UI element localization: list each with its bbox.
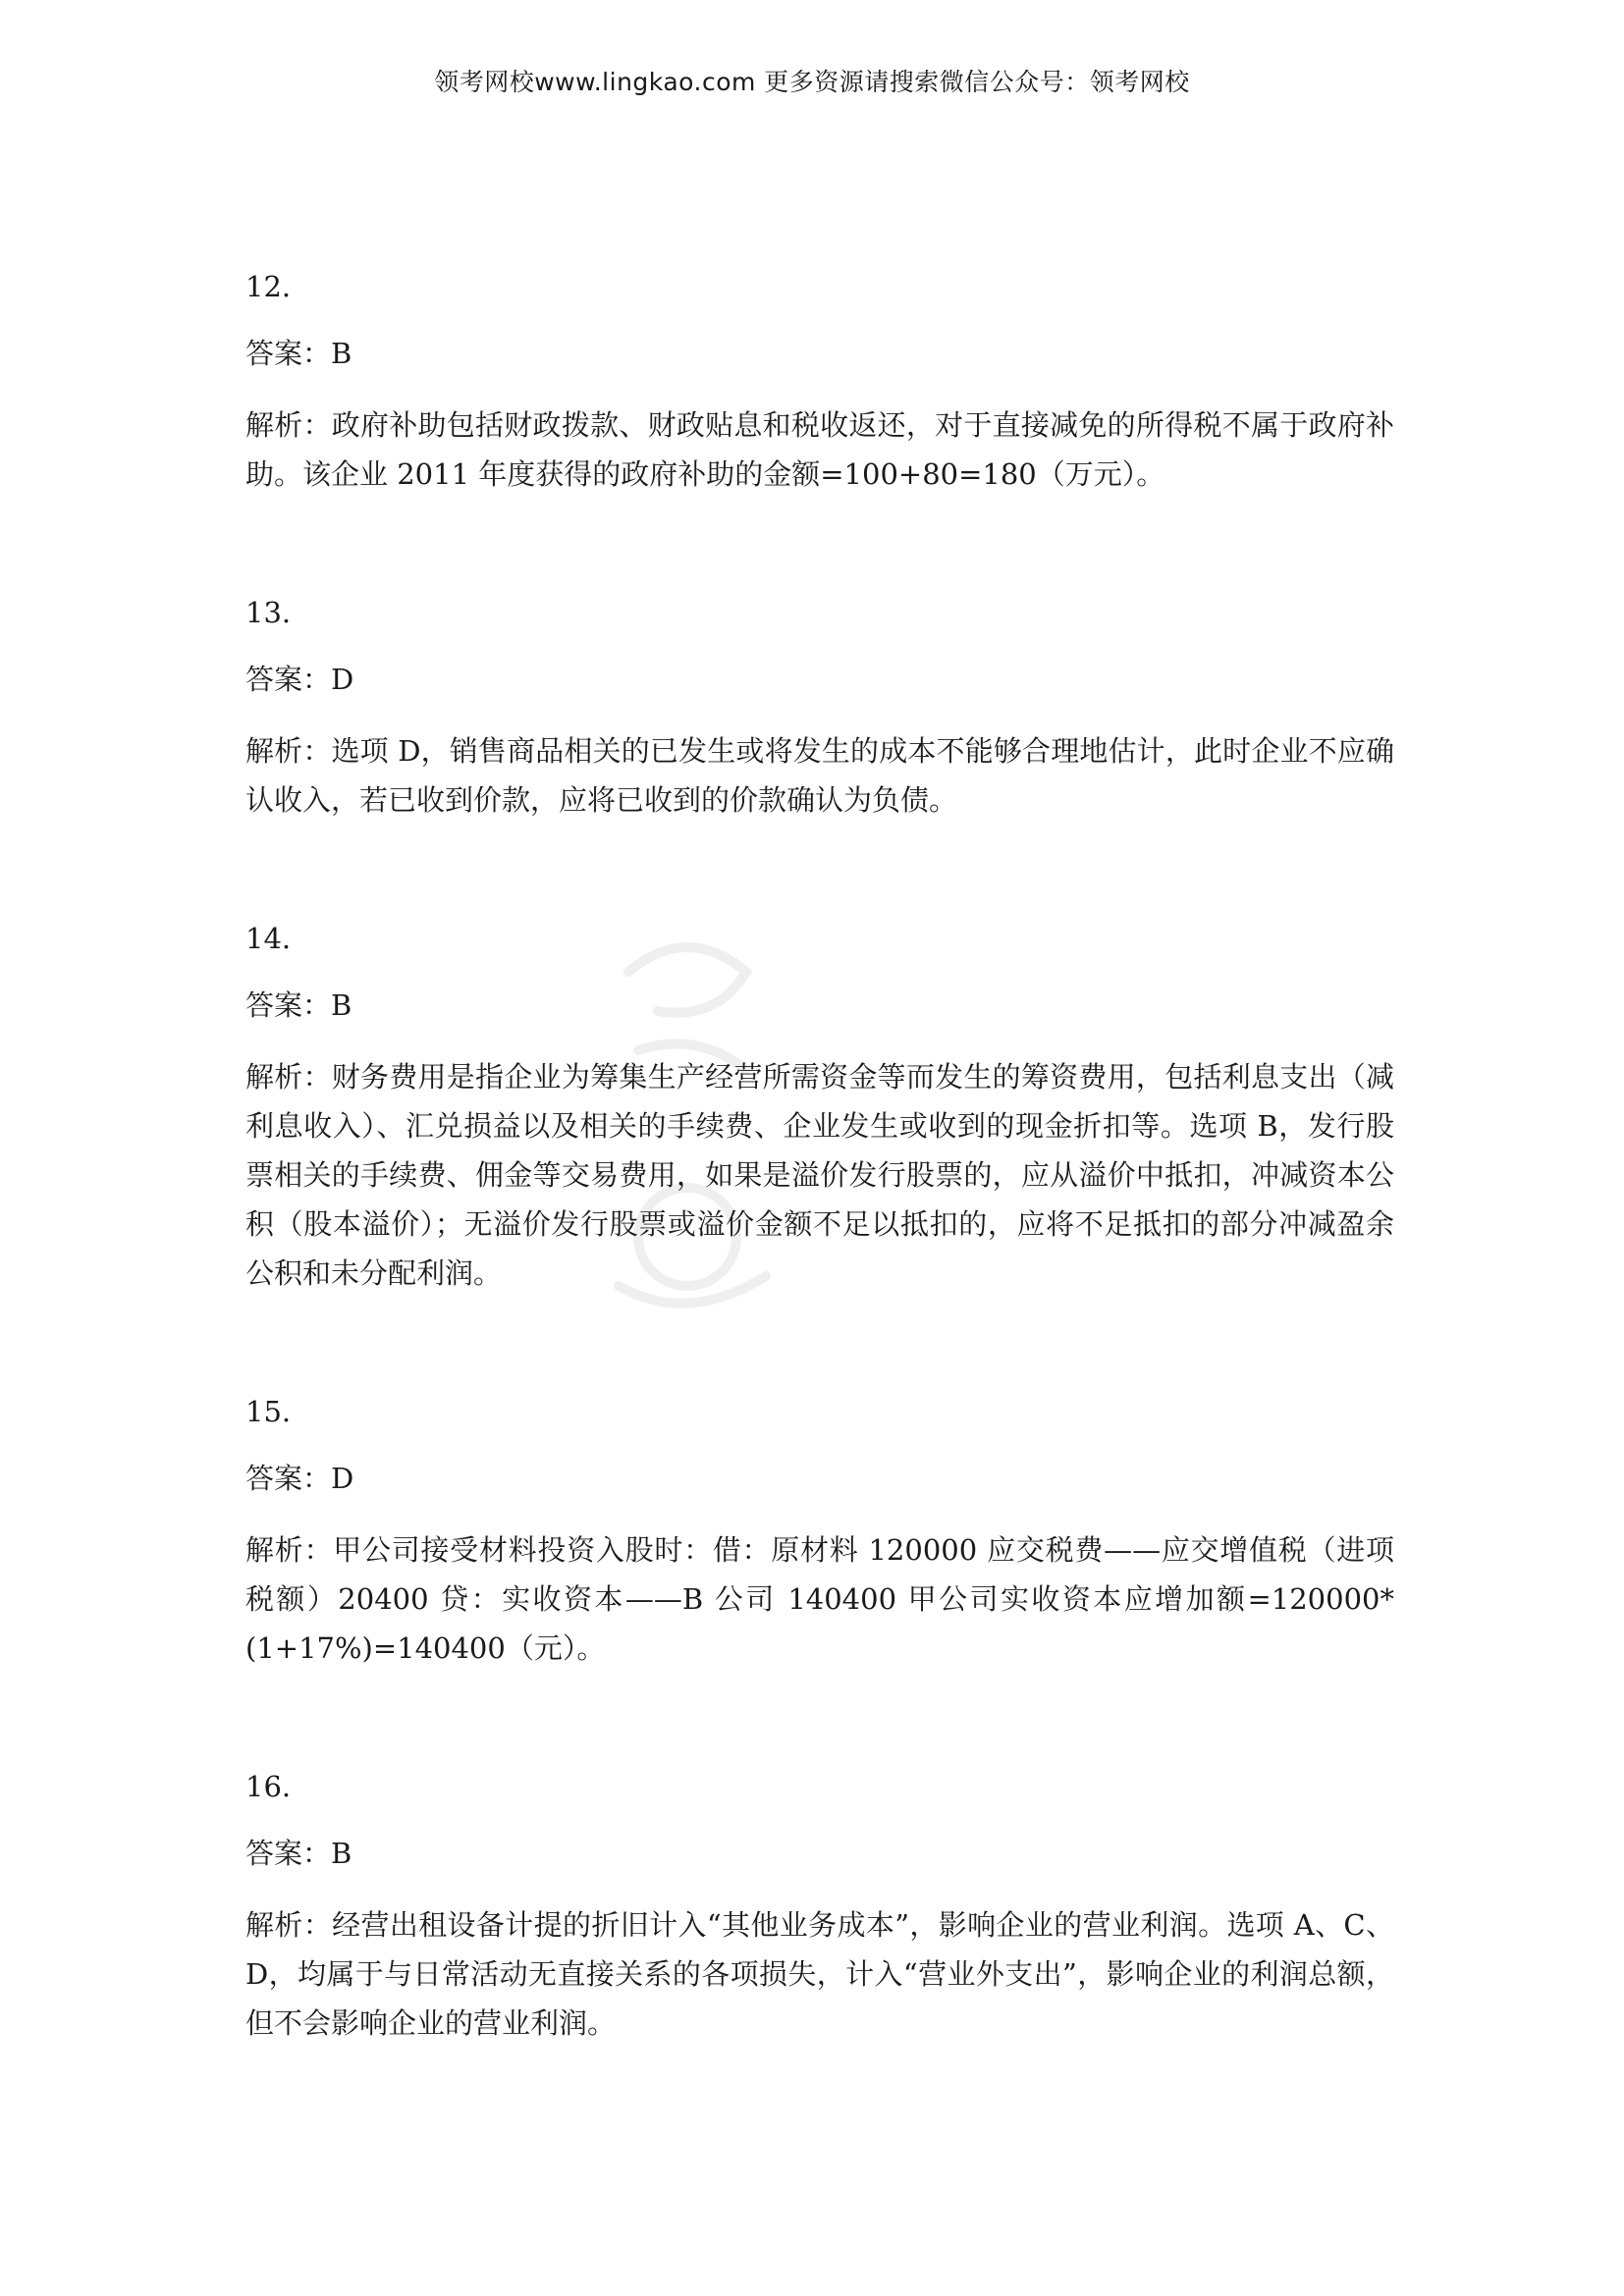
- answer-item-15: [245, 1392, 1394, 1673]
- answer-item-16: [245, 1767, 1394, 2048]
- answer-item-12: [245, 267, 1394, 499]
- question-number: 14.: [245, 922, 292, 955]
- analysis-text: 解析：甲公司接受材料投资入股时：借：原材料 120000 应交税费——应交增值税（进项税额）20400 贷：实收资本——B 公司 140400 甲公司实收资本应增加额=120000*(1+17%)=140400（元）。: [245, 1533, 1394, 1665]
- analysis-text: 解析：财务费用是指企业为筹集生产经营所需资金等而发生的筹资费用，包括利息支出（减利息收入）、汇兑损益以及相关的手续费、企业发生或收到的现金折扣等。选项 B，发行股票相关的手续费、佣金等交易费用，如果是溢价发行股票的，应从溢价中抵扣，冲减资本公积（股本溢价）；无溢价发行股票或溢价金额不足以抵扣的，应将不足抵扣的部分冲减盈余公积和未分配利润。: [245, 1060, 1394, 1290]
- answer-item-13: [245, 593, 1394, 825]
- analysis-text: 解析：经营出租设备计提的折旧计入“其他业务成本”，影响企业的营业利润。选项 A、C、D，均属于与日常活动无直接关系的各项损失，计入“营业外支出”，影响企业的利润总额，但不会影响企业的营业利润。: [245, 1908, 1394, 2040]
- question-number: 16.: [245, 1770, 292, 1803]
- answer-text: 答案：B: [245, 1837, 352, 1870]
- analysis-text: 解析：政府补助包括财政拨款、财政贴息和税收返还，对于直接减免的所得税不属于政府补助。该企业 2011 年度获得的政府补助的金额=100+80=180（万元）。: [245, 408, 1394, 491]
- answer-text: 答案：D: [245, 1462, 354, 1495]
- question-number: 12.: [245, 270, 292, 303]
- question-number: 15.: [245, 1395, 292, 1428]
- answer-text: 答案：B: [245, 337, 352, 370]
- answer-text: 答案：B: [245, 988, 352, 1022]
- answer-list: [245, 267, 1394, 2142]
- answer-item-14: [245, 919, 1394, 1298]
- answer-text: 答案：D: [245, 663, 354, 696]
- page-header: 领考网校www.lingkao.com 更多资源请搜索微信公众号：领考网校: [434, 68, 1190, 96]
- question-number: 13.: [245, 596, 292, 629]
- analysis-text: 解析：选项 D，销售商品相关的已发生或将发生的成本不能够合理地估计，此时企业不应确认收入，若已收到价款，应将已收到的价款确认为负债。: [245, 734, 1394, 817]
